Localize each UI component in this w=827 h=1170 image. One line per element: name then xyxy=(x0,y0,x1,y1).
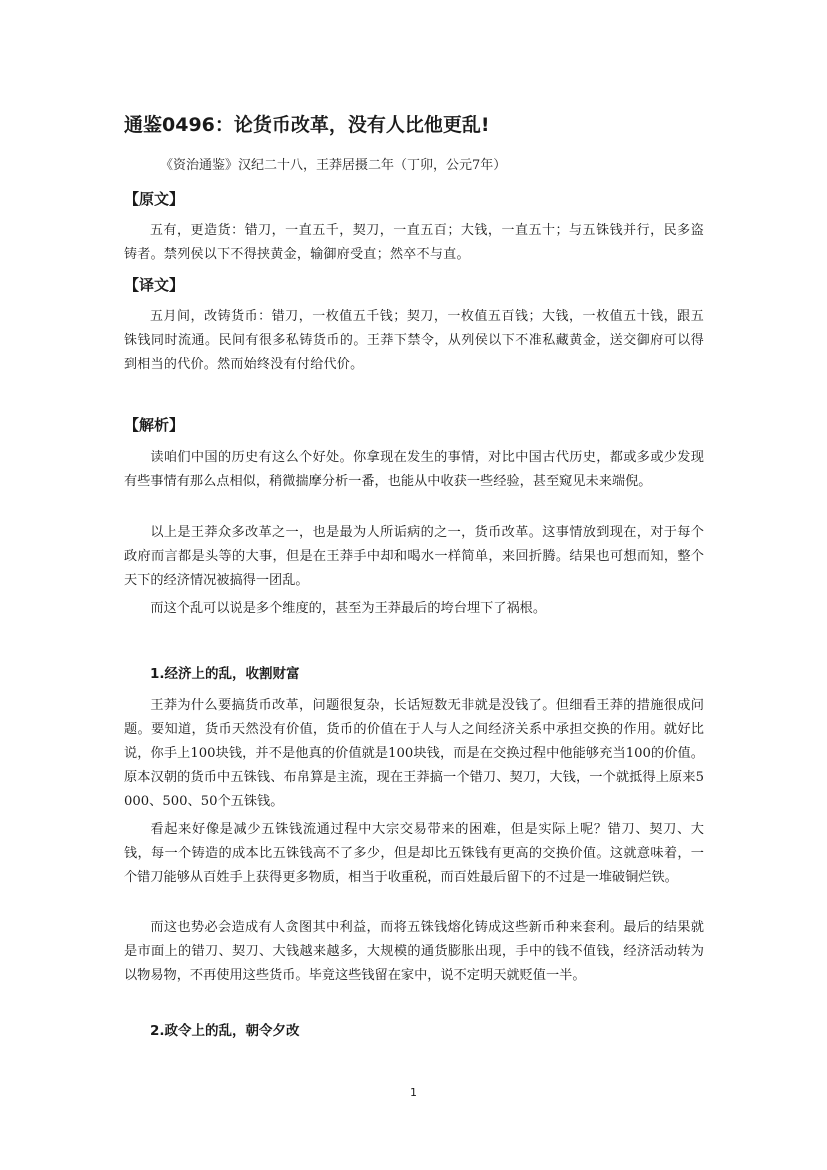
source-citation: 《资治通鉴》汉纪二十八，王莽居摄二年（丁卯，公元7年） xyxy=(160,158,507,173)
analysis-heading: 【解析】 xyxy=(124,416,185,434)
translation-paragraph: 五月间，改铸货币：错刀，一枚值五千钱；契刀，一枚值五百钱；大钱，一枚值五十钱，跟五铢钱同时流通。民间有很多私铸货币的。王莽下禁令，从列侯以下不准私藏黄金，送交御府可以得到相当的代价。然而始终没有付给代价。 xyxy=(124,309,704,372)
economic-paragraph-1: 王莽为什么要搞货币改革，问题很复杂，长话短数无非就是没钱了。但细看王莽的措施很成问题。要知道，货币天然没有价值，货币的价值在于人与人之间经济关系中承担交换的作用。就好比说，你手上100块钱，并不是他真的价值就是100块钱，而是在交换过程中他能够充当100的价值。原本汉朝的货币中五铢钱、布帛算是主流，现在王莽搞一个错刀、契刀，大钱，一个就抵得上原来5000、500、50个五铢钱。 xyxy=(124,698,704,809)
subsection-policy-heading: 2.政令上的乱，朝令夕改 xyxy=(150,1023,300,1039)
economic-paragraph-2: 看起来好像是减少五铢钱流通过程中大宗交易带来的困难，但是实际上呢？错刀、契刀、大钱，每一个铸造的成本比五铢钱高不了多少，但是却比五铢钱有更高的交换价值。这就意味着，一个错刀能够从百姓手上获得更多物质，相当于收重税，而百姓最后留下的不过是一堆破铜烂铁。 xyxy=(124,822,704,885)
analysis-paragraph-1: 读咱们中国的历史有这么个好处。你拿现在发生的事情，对比中国古代历史，都或多或少发现有些事情有那么点相似，稍微揣摩分析一番，也能从中收获一些经验，甚至窥见未来端倪。 xyxy=(124,450,704,489)
original-text-heading: 【原文】 xyxy=(124,190,185,208)
analysis-paragraph-3: 而这个乱可以说是多个维度的，甚至为王莽最后的垮台埋下了祸根。 xyxy=(150,601,547,616)
document-title: 通鉴0496：论货币改革，没有人比他更乱! xyxy=(124,114,490,136)
subsection-economic-heading: 1.经济上的乱，收割财富 xyxy=(150,666,300,682)
analysis-paragraph-2: 以上是王莽众多改革之一，也是最为人所诟病的之一，货币改革。这事情放到现在，对于每个政府而言都是头等的大事，但是在王莽手中却和喝水一样简单，来回折腾。结果也可想而知，整个天下的经济情况被搞得一团乱。 xyxy=(124,525,704,588)
economic-paragraph-3: 而这也势必会造成有人贪图其中利益，而将五铢钱熔化铸成这些新币种来套利。最后的结果就是市面上的错刀、契刀、大钱越来越多，大规模的通货膨胀出现，手中的钱不值钱，经济活动转为以物易物，不再使用这些货币。毕竟这些钱留在家中，说不定明天就贬值一半。 xyxy=(124,920,704,983)
page-number: 1 xyxy=(410,1086,417,1099)
translation-heading: 【译文】 xyxy=(124,276,185,294)
original-text-paragraph: 五有，更造货：错刀，一直五千，契刀，一直五百；大钱，一直五十；与五铢钱并行，民多盗铸者。禁列侯以下不得挟黄金，输御府受直；然卒不与直。 xyxy=(124,223,704,262)
